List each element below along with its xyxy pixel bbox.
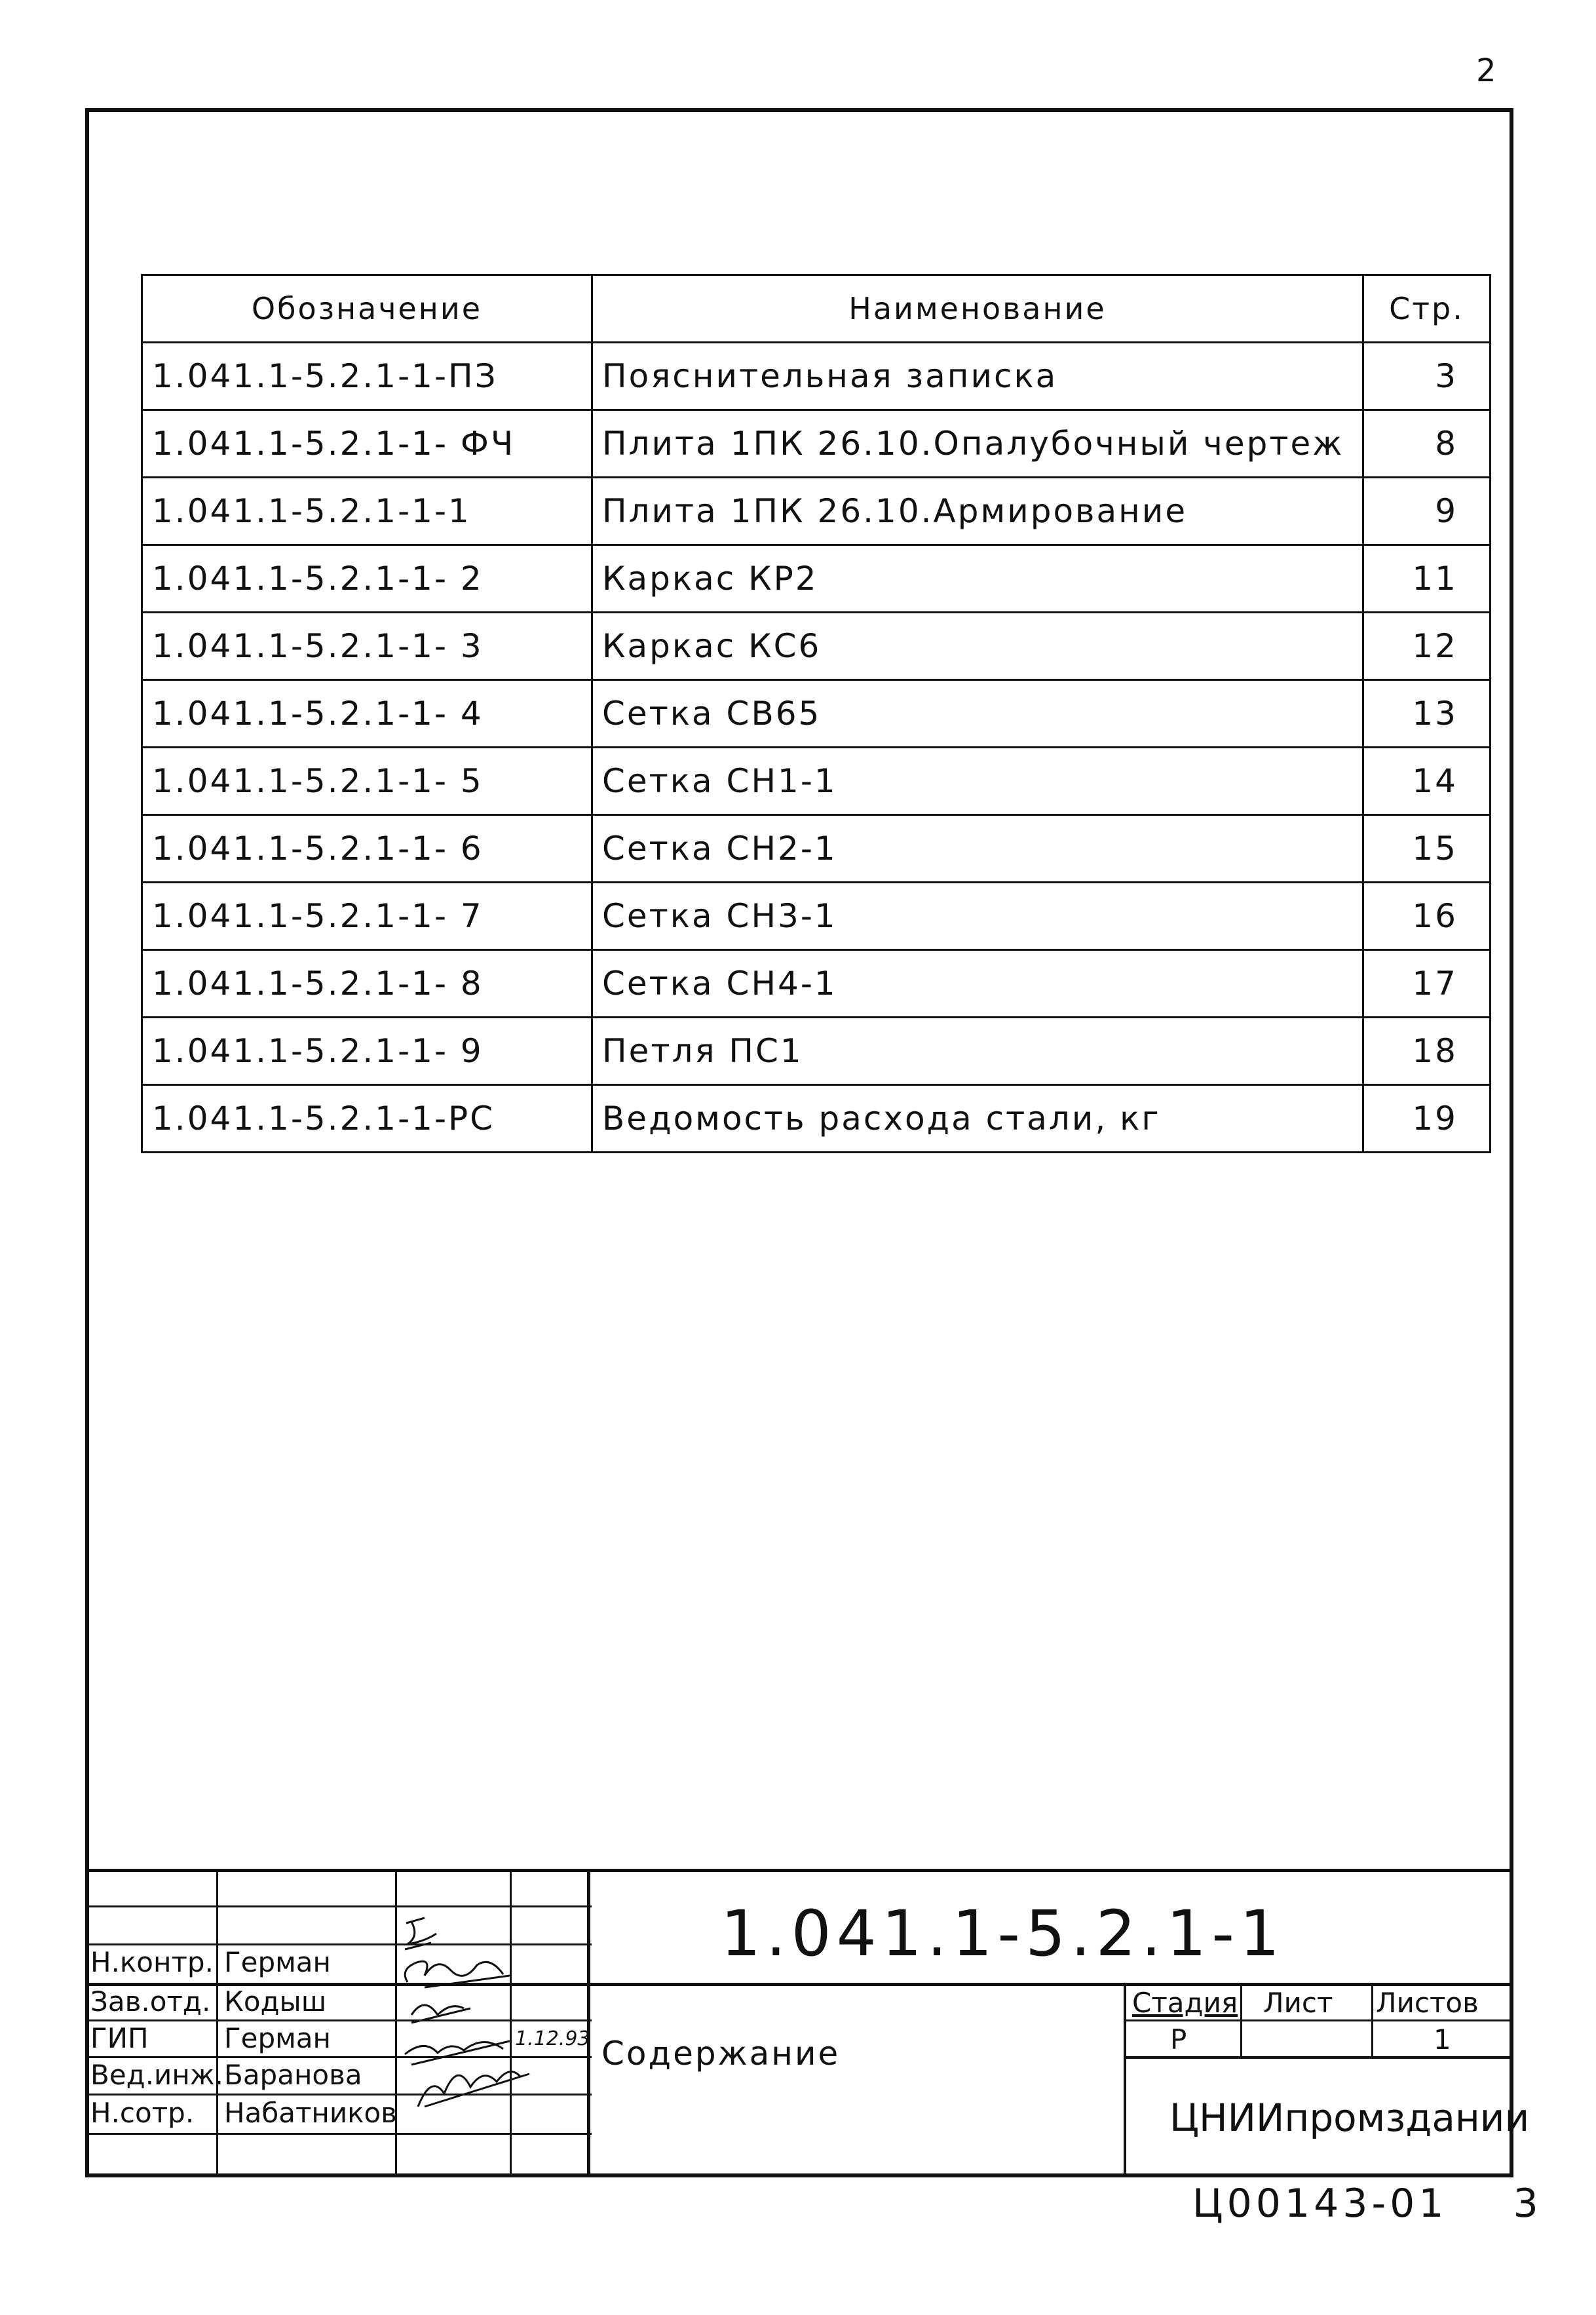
row-page: 8 xyxy=(1363,410,1491,478)
row-name: Плита 1ПК 26.10.Армирование xyxy=(592,478,1363,545)
row-page: 11 xyxy=(1363,545,1491,613)
table-row xyxy=(142,1085,1491,1153)
document-code: 1.041.1-5.2.1-1 xyxy=(721,1897,1285,1970)
row-designation: 1.041.1-5.2.1-1- 9 xyxy=(142,1018,592,1085)
row-page: 13 xyxy=(1363,680,1491,748)
page-number: 2 xyxy=(1476,52,1496,89)
row-name: Пояснительная записка xyxy=(592,343,1363,410)
title-block-top-line xyxy=(87,1869,1511,1872)
row-designation: 1.041.1-5.2.1-1- 3 xyxy=(142,613,592,680)
title-block-line xyxy=(1124,2019,1511,2021)
row-designation: 1.041.1-5.2.1-1-ПЗ xyxy=(142,343,592,410)
role-label: Зав.отд. xyxy=(90,1985,211,2018)
row-designation: 1.041.1-5.2.1-1- 8 xyxy=(142,950,592,1018)
sheets-value: 1 xyxy=(1434,2023,1451,2056)
stage-value: Р xyxy=(1170,2023,1187,2056)
row-designation: 1.041.1-5.2.1-1-1 xyxy=(142,478,592,545)
header-page: Стр. xyxy=(1363,275,1491,343)
sheets-label: Листов xyxy=(1376,1987,1479,2019)
row-name: Сетка СН3-1 xyxy=(592,883,1363,950)
person-name: Баранова xyxy=(224,2059,362,2091)
archive-page: 3 xyxy=(1513,2181,1542,2227)
row-page: 3 xyxy=(1363,343,1491,410)
stage-label: Стадия xyxy=(1132,1987,1238,2019)
sheet-label: Лист xyxy=(1263,1987,1333,2019)
table-row xyxy=(142,680,1491,748)
person-name: Кодыш xyxy=(224,1985,327,2018)
title-block-line xyxy=(87,1905,592,1907)
document-title: Содержание xyxy=(601,2035,841,2073)
person-name: Набатников xyxy=(224,2097,397,2129)
row-name: Сетка СН4-1 xyxy=(592,950,1363,1018)
row-name: Ведомость расхода стали, кг xyxy=(592,1085,1363,1153)
title-block-line xyxy=(216,1869,218,2174)
row-designation: 1.041.1-5.2.1-1-РС xyxy=(142,1085,592,1153)
row-name: Каркас КР2 xyxy=(592,545,1363,613)
header-name: Наименование xyxy=(592,275,1363,343)
row-page: 14 xyxy=(1363,748,1491,815)
row-designation: 1.041.1-5.2.1-1- ФЧ xyxy=(142,410,592,478)
table-row xyxy=(142,883,1491,950)
role-label: ГИП xyxy=(90,2022,149,2054)
organization-name: ЦНИИпромздании xyxy=(1169,2095,1530,2140)
row-page: 12 xyxy=(1363,613,1491,680)
contents-header-row xyxy=(142,275,1491,343)
row-page: 16 xyxy=(1363,883,1491,950)
row-name: Сетка СВ65 xyxy=(592,680,1363,748)
row-page: 18 xyxy=(1363,1018,1491,1085)
archive-number xyxy=(1192,2181,1542,2227)
person-name: Герман xyxy=(224,2022,331,2054)
role-label: Н.сотр. xyxy=(90,2097,195,2129)
title-block-line xyxy=(87,2133,592,2135)
title-block-line xyxy=(1371,1983,1373,2056)
header-designation: Обозначение xyxy=(142,275,592,343)
row-page: 17 xyxy=(1363,950,1491,1018)
row-designation: 1.041.1-5.2.1-1- 7 xyxy=(142,883,592,950)
row-name: Петля ПС1 xyxy=(592,1018,1363,1085)
row-page: 9 xyxy=(1363,478,1491,545)
title-block-line xyxy=(1124,2056,1511,2059)
archive-code: Ц00143-01 xyxy=(1192,2181,1448,2227)
row-name: Сетка СН2-1 xyxy=(592,815,1363,883)
table-row xyxy=(142,815,1491,883)
row-designation: 1.041.1-5.2.1-1- 4 xyxy=(142,680,592,748)
role-label: Н.контр. xyxy=(90,1946,214,1978)
row-page: 19 xyxy=(1363,1085,1491,1153)
row-page: 15 xyxy=(1363,815,1491,883)
sign-date: 1.12.93 xyxy=(515,2027,590,2050)
contents-table xyxy=(141,274,1491,1153)
table-row xyxy=(142,343,1491,410)
table-row xyxy=(142,478,1491,545)
row-name: Каркас КС6 xyxy=(592,613,1363,680)
table-row xyxy=(142,545,1491,613)
row-designation: 1.041.1-5.2.1-1- 5 xyxy=(142,748,592,815)
role-label: Вед.инж. xyxy=(90,2059,223,2091)
row-name: Плита 1ПК 26.10.Опалубочный чертеж xyxy=(592,410,1363,478)
title-block-line xyxy=(1124,1983,1126,2174)
signatures xyxy=(398,1910,588,2113)
row-designation: 1.041.1-5.2.1-1- 6 xyxy=(142,815,592,883)
table-row xyxy=(142,613,1491,680)
title-block-line xyxy=(1240,1983,1242,2056)
row-name: Сетка СН1-1 xyxy=(592,748,1363,815)
table-row xyxy=(142,1018,1491,1085)
table-row xyxy=(142,748,1491,815)
row-designation: 1.041.1-5.2.1-1- 2 xyxy=(142,545,592,613)
person-name: Герман xyxy=(224,1946,331,1978)
table-row xyxy=(142,410,1491,478)
table-row xyxy=(142,950,1491,1018)
